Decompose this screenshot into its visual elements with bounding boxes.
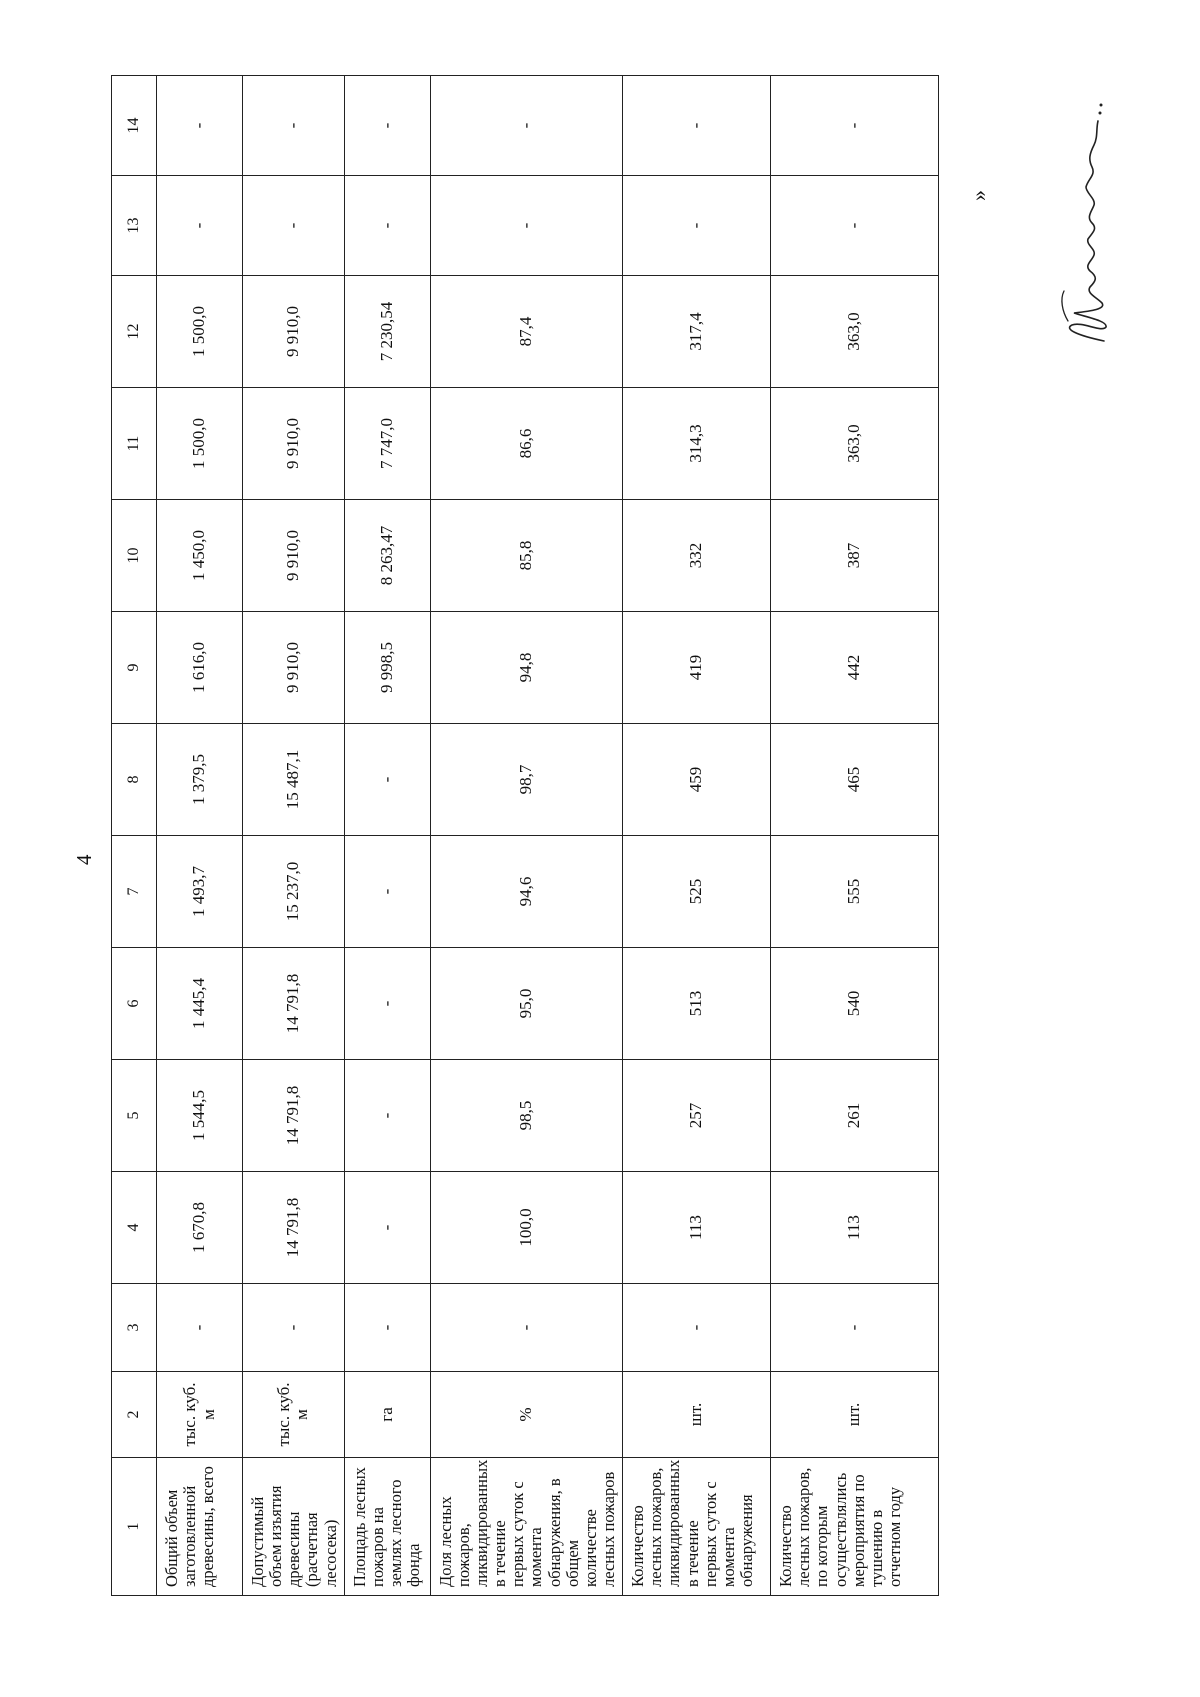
header-cell-8: 8 bbox=[112, 724, 157, 836]
header-cell-5: 5 bbox=[112, 1060, 157, 1172]
header-cell-14: 14 bbox=[112, 76, 157, 176]
value-cell: 314,3 bbox=[623, 388, 771, 500]
value-cell: 1 379,5 bbox=[157, 724, 243, 836]
unit-cell: га bbox=[344, 1372, 430, 1458]
header-cell-10: 10 bbox=[112, 500, 157, 612]
value-cell: 95,0 bbox=[430, 948, 622, 1060]
value-cell: 15 487,1 bbox=[243, 724, 345, 836]
table-header bbox=[112, 76, 157, 1596]
value-cell: 9 910,0 bbox=[243, 276, 345, 388]
value-cell: 9 998,5 bbox=[344, 612, 430, 724]
value-cell: 98,5 bbox=[430, 1060, 622, 1172]
value-cell: 442 bbox=[771, 612, 939, 724]
unit-cell: % bbox=[430, 1372, 622, 1458]
value-cell: 317,4 bbox=[623, 276, 771, 388]
value-cell: 525 bbox=[623, 836, 771, 948]
value-cell: - bbox=[243, 76, 345, 176]
closing-quote-mark: » bbox=[966, 190, 991, 201]
table-row bbox=[430, 76, 622, 1596]
value-cell: 94,6 bbox=[430, 836, 622, 948]
value-cell: 8 263,47 bbox=[344, 500, 430, 612]
table-row bbox=[344, 76, 430, 1596]
value-cell: 9 910,0 bbox=[243, 500, 345, 612]
value-cell: 363,0 bbox=[771, 388, 939, 500]
indicator-name-cell: Доля лесных пожаров, ликвидированных в течение первых суток с момента обнаружения, в общем количестве лесных пожаров bbox=[430, 1458, 622, 1596]
value-cell: - bbox=[623, 76, 771, 176]
value-cell: 9 910,0 bbox=[243, 612, 345, 724]
value-cell: 94,8 bbox=[430, 612, 622, 724]
value-cell: - bbox=[157, 1284, 243, 1372]
page-number: 4 bbox=[72, 854, 96, 865]
value-cell: - bbox=[344, 948, 430, 1060]
value-cell: 14 791,8 bbox=[243, 948, 345, 1060]
indicator-name-cell: Общий объем заготовленной древесины, всего bbox=[157, 1458, 243, 1596]
value-cell: 14 791,8 bbox=[243, 1172, 345, 1284]
table-row bbox=[623, 76, 771, 1596]
value-cell: 540 bbox=[771, 948, 939, 1060]
value-cell: 86,6 bbox=[430, 388, 622, 500]
value-cell: 387 bbox=[771, 500, 939, 612]
value-cell: - bbox=[771, 76, 939, 176]
value-cell: 113 bbox=[771, 1172, 939, 1284]
header-cell-3: 3 bbox=[112, 1284, 157, 1372]
value-cell: - bbox=[430, 76, 622, 176]
value-cell: 465 bbox=[771, 724, 939, 836]
indicators-table bbox=[111, 75, 939, 1596]
table-row bbox=[243, 76, 345, 1596]
value-cell: 1 493,7 bbox=[157, 836, 243, 948]
value-cell: 1 500,0 bbox=[157, 276, 243, 388]
header-cell-2: 2 bbox=[112, 1372, 157, 1458]
value-cell: - bbox=[344, 1172, 430, 1284]
unit-cell: тыс. куб. м bbox=[157, 1372, 243, 1458]
unit-cell: тыс. куб. м bbox=[243, 1372, 345, 1458]
header-cell-9: 9 bbox=[112, 612, 157, 724]
value-cell: - bbox=[344, 176, 430, 276]
value-cell: - bbox=[344, 836, 430, 948]
value-cell: - bbox=[157, 76, 243, 176]
value-cell: - bbox=[344, 76, 430, 176]
value-cell: 1 445,4 bbox=[157, 948, 243, 1060]
header-cell-1: 1 bbox=[112, 1458, 157, 1596]
table-body bbox=[157, 76, 939, 1596]
value-cell: 87,4 bbox=[430, 276, 622, 388]
header-cell-4: 4 bbox=[112, 1172, 157, 1284]
value-cell: 7 230,54 bbox=[344, 276, 430, 388]
indicator-name-cell: Количество лесных пожаров, ликвидированных в течение первых суток с момента обнаружения bbox=[623, 1458, 771, 1596]
table-row bbox=[157, 76, 243, 1596]
indicator-name-cell: Площадь лесных пожаров на землях лесного фонда bbox=[344, 1458, 430, 1596]
header-row bbox=[112, 76, 157, 1596]
value-cell: - bbox=[243, 1284, 345, 1372]
value-cell: 7 747,0 bbox=[344, 388, 430, 500]
value-cell: 113 bbox=[623, 1172, 771, 1284]
value-cell: 14 791,8 bbox=[243, 1060, 345, 1172]
unit-cell: шт. bbox=[771, 1372, 939, 1458]
value-cell: 513 bbox=[623, 948, 771, 1060]
header-cell-6: 6 bbox=[112, 948, 157, 1060]
indicator-name-cell: Количество лесных пожаров, по которым осуществлялись мероприятия по тушению в отчетном году bbox=[771, 1458, 939, 1596]
value-cell: 363,0 bbox=[771, 276, 939, 388]
value-cell: - bbox=[344, 1284, 430, 1372]
value-cell: 261 bbox=[771, 1060, 939, 1172]
value-cell: 15 237,0 bbox=[243, 836, 345, 948]
indicator-name-cell: Допустимый объем изъятия древесины (расчетная лесосека) bbox=[243, 1458, 345, 1596]
value-cell: 332 bbox=[623, 500, 771, 612]
value-cell: - bbox=[771, 176, 939, 276]
handwritten-signature bbox=[1046, 91, 1126, 351]
value-cell: - bbox=[243, 176, 345, 276]
value-cell: 1 500,0 bbox=[157, 388, 243, 500]
value-cell: 555 bbox=[771, 836, 939, 948]
header-cell-13: 13 bbox=[112, 176, 157, 276]
header-cell-12: 12 bbox=[112, 276, 157, 388]
value-cell: - bbox=[623, 1284, 771, 1372]
value-cell: - bbox=[771, 1284, 939, 1372]
value-cell: - bbox=[344, 1060, 430, 1172]
value-cell: 459 bbox=[623, 724, 771, 836]
value-cell: 98,7 bbox=[430, 724, 622, 836]
value-cell: 85,8 bbox=[430, 500, 622, 612]
unit-cell: шт. bbox=[623, 1372, 771, 1458]
value-cell: 1 616,0 bbox=[157, 612, 243, 724]
value-cell: 1 544,5 bbox=[157, 1060, 243, 1172]
value-cell: - bbox=[430, 1284, 622, 1372]
value-cell: - bbox=[430, 176, 622, 276]
value-cell: 100,0 bbox=[430, 1172, 622, 1284]
header-cell-7: 7 bbox=[112, 836, 157, 948]
value-cell: 1 450,0 bbox=[157, 500, 243, 612]
value-cell: 257 bbox=[623, 1060, 771, 1172]
value-cell: - bbox=[344, 724, 430, 836]
value-cell: 419 bbox=[623, 612, 771, 724]
value-cell: - bbox=[157, 176, 243, 276]
value-cell: 1 670,8 bbox=[157, 1172, 243, 1284]
table-row bbox=[771, 76, 939, 1596]
header-cell-11: 11 bbox=[112, 388, 157, 500]
value-cell: 9 910,0 bbox=[243, 388, 345, 500]
value-cell: - bbox=[623, 176, 771, 276]
